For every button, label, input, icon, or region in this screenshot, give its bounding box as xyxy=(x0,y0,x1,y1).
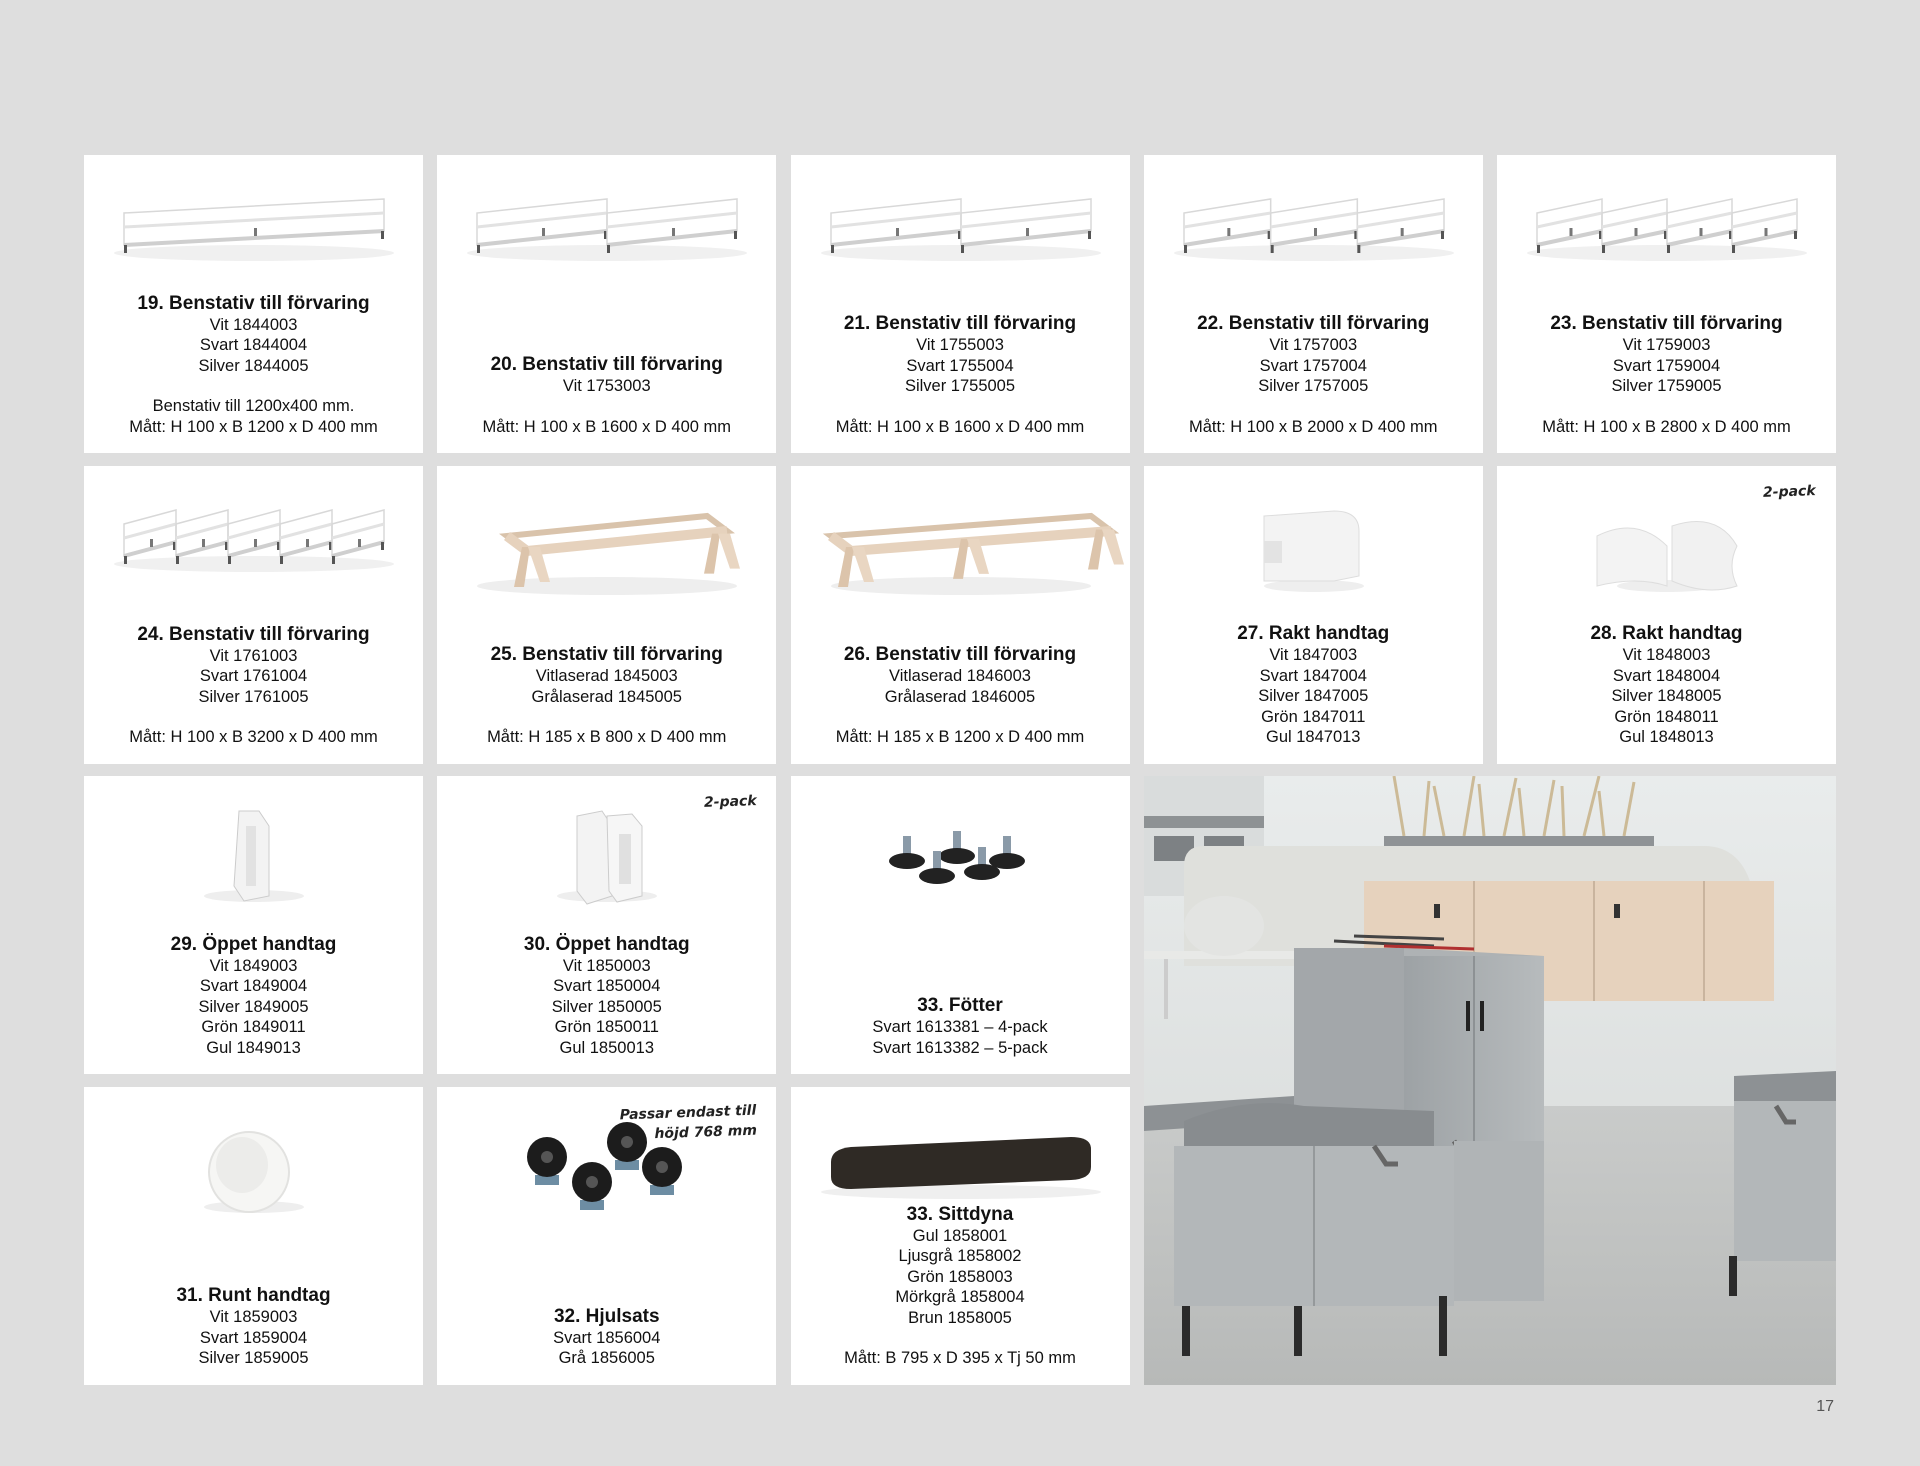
spacer xyxy=(487,707,726,727)
storage-bench-photo-illustration xyxy=(1144,776,1836,1385)
product-card xyxy=(437,466,776,764)
product-variant: Brun 1858005 xyxy=(908,1308,1012,1327)
product-image xyxy=(1144,175,1483,285)
product-variant: Svart 1761004 xyxy=(199,667,308,686)
product-text xyxy=(844,1203,1076,1369)
product-variant: Gul 1849013 xyxy=(206,1038,301,1057)
product-variant: Grålaserad 1846005 xyxy=(884,687,1036,706)
product-card xyxy=(437,1087,776,1385)
product-dimensions: Mått: H 100 x B 2800 x D 400 mm xyxy=(1542,417,1791,436)
product-text xyxy=(129,292,378,438)
product-variant: Grå 1856005 xyxy=(558,1349,655,1368)
product-title: 24. Benstativ till förvaring xyxy=(137,623,370,645)
product-variant: Vit 1761003 xyxy=(209,646,298,665)
product-image xyxy=(791,486,1130,596)
product-grid xyxy=(84,155,1836,1383)
product-variant: Silver 1849005 xyxy=(198,997,309,1016)
product-variant: Silver 1759005 xyxy=(1611,377,1722,395)
product-card xyxy=(791,155,1130,453)
product-variant: Grön 1849011 xyxy=(201,1018,306,1037)
product-card xyxy=(84,466,423,764)
product-card xyxy=(791,1087,1130,1385)
spacer xyxy=(844,1328,1076,1348)
white-frame-2-icon xyxy=(791,175,1130,285)
product-text xyxy=(872,994,1047,1058)
product-image xyxy=(791,796,1130,906)
product-variant: Svart 1859004 xyxy=(199,1328,308,1347)
product-text xyxy=(1590,622,1742,748)
product-text xyxy=(1542,312,1791,437)
product-card xyxy=(1144,155,1483,453)
straight-handle-icon xyxy=(1144,486,1483,596)
product-image xyxy=(437,796,776,906)
product-card xyxy=(1497,155,1836,453)
product-variant: Grålaserad 1845005 xyxy=(531,687,682,706)
spacer xyxy=(482,397,731,417)
product-dimensions: Mått: H 100 x B 1600 x D 400 mm xyxy=(835,417,1085,436)
product-card xyxy=(1497,466,1836,764)
product-variant: Silver 1761005 xyxy=(198,687,309,706)
product-title: 33. Fötter xyxy=(917,995,1003,1017)
product-dimensions: Mått: H 100 x B 1600 x D 400 mm xyxy=(482,417,732,436)
pack-badge xyxy=(1763,481,1816,503)
product-variant: Vit 1759003 xyxy=(1622,336,1711,354)
product-dimensions: Mått: H 100 x B 1200 x D 400 mm xyxy=(129,417,378,436)
round-handle-icon xyxy=(84,1107,423,1217)
product-variant: Svart 1844004 xyxy=(199,336,308,354)
open-handle-icon xyxy=(84,796,423,906)
product-title: 21. Benstativ till förvaring xyxy=(843,313,1077,334)
product-variant: Silver 1844005 xyxy=(198,356,309,375)
product-card xyxy=(791,776,1130,1074)
spacer xyxy=(1189,397,1438,417)
product-variant: Grön 1850011 xyxy=(554,1018,659,1037)
product-variant: Svart 1755004 xyxy=(906,356,1014,375)
product-image xyxy=(1497,175,1836,285)
white-frame-5-icon xyxy=(84,486,423,596)
page-number: 17 xyxy=(1816,1398,1834,1415)
adjustable-feet-icon xyxy=(791,796,1130,906)
product-variant: Svart 1849004 xyxy=(199,977,308,996)
product-card xyxy=(84,155,423,453)
product-card xyxy=(84,776,423,1074)
product-variant: Vit 1849003 xyxy=(209,956,298,975)
badge-line: 2-pack xyxy=(1763,482,1817,501)
product-variant: Svart 1757004 xyxy=(1259,356,1367,375)
product-dimensions: Mått: B 795 x D 395 x Tj 50 mm xyxy=(844,1349,1076,1368)
product-title: 20. Benstativ till förvaring xyxy=(490,354,723,375)
product-variant: Svart 1850004 xyxy=(553,977,661,996)
product-title: 22. Benstativ till förvaring xyxy=(1197,313,1430,334)
product-title: 33. Sittdyna xyxy=(906,1203,1014,1225)
product-text xyxy=(1189,312,1438,437)
product-variant: Silver 1757005 xyxy=(1258,377,1369,395)
product-card xyxy=(791,466,1130,764)
open-handle-pair-icon xyxy=(437,796,776,906)
product-dimensions: Mått: H 100 x B 3200 x D 400 mm xyxy=(129,728,378,747)
product-variant: Silver 1847005 xyxy=(1258,687,1369,706)
product-variant: Vit 1755003 xyxy=(916,336,1004,354)
product-variant: Svart 1613381 – 4-pack xyxy=(872,1018,1048,1037)
product-variant: Vit 1847003 xyxy=(1269,646,1358,665)
product-variant: Gul 1858001 xyxy=(912,1226,1008,1245)
product-variant: Gul 1847013 xyxy=(1265,728,1361,747)
product-variant: Vit 1848003 xyxy=(1622,646,1711,665)
product-variant: Grön 1848011 xyxy=(1614,707,1719,726)
product-variant: Vitlaserad 1846003 xyxy=(889,667,1031,686)
product-variant: Vit 1844003 xyxy=(209,315,298,334)
product-variant: Svart 1856004 xyxy=(553,1328,661,1347)
storage-room-photo xyxy=(1144,776,1836,1385)
product-variant: Vit 1757003 xyxy=(1269,336,1358,354)
badge-line: Passar endast till xyxy=(619,1102,757,1124)
product-variant: Vit 1850003 xyxy=(562,956,651,975)
product-card xyxy=(437,155,776,453)
product-dimensions: Mått: H 185 x B 1200 x D 400 mm xyxy=(835,728,1085,747)
product-card xyxy=(1144,466,1483,764)
product-variant: Silver 1859005 xyxy=(198,1349,309,1368)
product-variant: Silver 1755005 xyxy=(904,377,1016,395)
product-title: 26. Benstativ till förvaring xyxy=(843,644,1077,666)
spacer xyxy=(129,707,378,727)
product-image xyxy=(791,175,1130,285)
product-variant: Svart 1613382 – 5-pack xyxy=(872,1038,1048,1057)
product-variant: Gul 1848013 xyxy=(1619,728,1714,747)
product-text xyxy=(553,1305,660,1369)
badge-line: höjd 768 mm xyxy=(653,1122,757,1142)
product-text xyxy=(487,643,726,748)
badge-line: 2-pack xyxy=(703,793,757,812)
product-image xyxy=(791,1107,1130,1217)
product-image xyxy=(437,175,776,285)
product-image xyxy=(84,796,423,906)
product-dimensions: Mått: H 185 x B 800 x D 400 mm xyxy=(487,728,727,747)
product-text xyxy=(482,353,731,437)
product-variant: Grön 1858003 xyxy=(907,1267,1013,1286)
pack-badge xyxy=(619,1100,757,1145)
product-title: 25. Benstativ till förvaring xyxy=(490,644,723,666)
product-title: 32. Hjulsats xyxy=(553,1305,660,1327)
product-image xyxy=(1144,486,1483,596)
product-title: 19. Benstativ till förvaring xyxy=(137,292,370,314)
product-variant: Mörkgrå 1858004 xyxy=(895,1288,1025,1307)
white-frame-1-icon xyxy=(84,175,423,285)
product-variant: Vit 1753003 xyxy=(562,377,651,395)
product-variant: Svart 1759004 xyxy=(1612,356,1721,375)
product-variant: Svart 1848004 xyxy=(1612,666,1721,685)
product-image xyxy=(84,1107,423,1217)
product-title: 23. Benstativ till förvaring xyxy=(1550,313,1783,334)
spacer xyxy=(836,397,1085,417)
wood-frame-icon xyxy=(437,486,776,596)
product-title: 31. Runt handtag xyxy=(176,1285,331,1307)
product-text xyxy=(171,933,337,1059)
product-title: 28. Rakt handtag xyxy=(1590,623,1743,645)
product-image xyxy=(437,486,776,596)
product-variant: Vitlaserad 1845003 xyxy=(535,667,678,686)
product-text xyxy=(836,312,1085,437)
white-frame-4-icon xyxy=(1497,175,1836,285)
product-variant: Ljusgrå 1858002 xyxy=(898,1247,1022,1266)
product-title: 27. Rakt handtag xyxy=(1237,623,1390,645)
product-text xyxy=(176,1284,330,1369)
spacer xyxy=(129,376,378,396)
product-variant: Vit 1859003 xyxy=(209,1308,298,1327)
product-text xyxy=(129,623,378,748)
product-variant: Gul 1850013 xyxy=(559,1038,654,1057)
product-text xyxy=(1237,622,1389,748)
product-dimensions: Benstativ till 1200x400 mm. xyxy=(152,397,355,415)
white-frame-2-icon xyxy=(437,175,776,285)
product-variant: Grön 1847011 xyxy=(1261,707,1366,726)
spacer xyxy=(836,707,1085,727)
product-variant: Silver 1848005 xyxy=(1611,687,1722,706)
product-card xyxy=(84,1087,423,1385)
white-frame-3-icon xyxy=(1144,175,1483,285)
product-image xyxy=(84,175,423,285)
product-card xyxy=(437,776,776,1074)
product-text xyxy=(836,643,1085,748)
product-dimensions: Mått: H 100 x B 2000 x D 400 mm xyxy=(1188,417,1438,436)
spacer xyxy=(1542,397,1791,417)
product-title: 29. Öppet handtag xyxy=(170,933,337,955)
product-image xyxy=(84,486,423,596)
seat-cushion-icon xyxy=(791,1107,1130,1217)
product-title: 30. Öppet handtag xyxy=(523,933,690,955)
product-variant: Svart 1847004 xyxy=(1259,666,1367,685)
wood-frame-long-icon xyxy=(791,486,1130,596)
product-text xyxy=(524,933,690,1059)
pack-badge xyxy=(703,791,756,813)
product-variant: Silver 1850005 xyxy=(551,997,662,1016)
